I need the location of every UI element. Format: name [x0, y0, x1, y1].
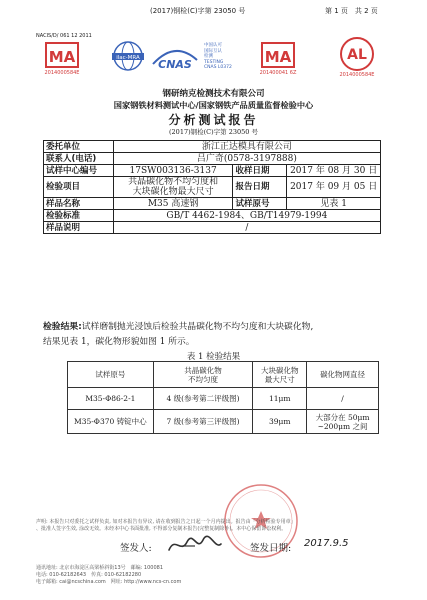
- svg-text:AL: AL: [347, 47, 367, 63]
- cma-logo-left: [40, 40, 84, 76]
- sample-name-value: M35 高速钢: [113, 198, 233, 210]
- standard-value: GB/T 4462-1984、GB/T14979-1994: [113, 210, 380, 222]
- results-table-header: [68, 362, 379, 388]
- table-cell: /: [307, 388, 379, 410]
- col-header: 共晶碳化物 不均匀度: [153, 362, 253, 388]
- ilac-globe-icon: [108, 40, 148, 76]
- org-centers: 国家钢铁材料测试中心/国家钢铁产品质量监督检验中心: [113, 100, 314, 110]
- table-cell: M35-Φ86-2-1: [68, 388, 154, 410]
- cal-icon: [336, 36, 378, 72]
- ilac-mra-logo: [108, 40, 148, 76]
- cnas-icon: [151, 46, 199, 72]
- cma-right-code: 201400041 6Z: [259, 70, 297, 76]
- table-cell: 4 级(参考第二评级图): [153, 388, 253, 410]
- issuer-label: 签发人:: [120, 543, 152, 554]
- report-title: 分析测试报告: [168, 113, 259, 127]
- col-header: 大块碳化物 最大尺寸: [253, 362, 307, 388]
- sample-name-label: 样品名称: [44, 198, 114, 210]
- info-row-sample-name: [44, 198, 381, 210]
- svg-text:MA: MA: [264, 48, 292, 66]
- results-table: [67, 361, 379, 434]
- nacis-code: NACIS/D/ 061 12 2011: [36, 33, 92, 39]
- report-subtitle: (2017)钢检(C)字第 23050 号: [169, 128, 258, 136]
- disclaimer: 声明: 本报告只对委托之试样负责, 如对本报告有异议, 请在收到报告之日起一个月内提出。报告由「分析检验专用章」 、批准人签字生效, 涂改无效。未经本中心书面批准, 不得部分复制本报告(完整复制除外)。本中心保留诉讼权利。: [36, 519, 296, 532]
- report-date-value: 2017 年 09 月 05 日: [287, 177, 381, 198]
- contact-label: 联系人(电话): [44, 153, 114, 165]
- standard-label: 检验标准: [44, 210, 114, 222]
- results-paragraph: [43, 320, 403, 350]
- table-row: [68, 410, 379, 434]
- info-row-sample-no: [44, 165, 381, 177]
- svg-text:ilac-MRA: ilac-MRA: [116, 55, 140, 61]
- sample-no-value: 17SW003136-3137: [113, 165, 233, 177]
- results-text-2: 结果见表 1，碳化物形貌如图 1 所示。: [43, 337, 195, 347]
- contact-phone: 电话: 010-62182643 传真: 010-62182280: [36, 572, 142, 578]
- handwritten-signature: [165, 534, 225, 556]
- info-row-note: [44, 222, 381, 234]
- col-header: 碳化物网直径: [307, 362, 379, 388]
- table-cell: 7 级(参考第三评级图): [153, 410, 253, 434]
- table-cell: M35-Φ370 铸锭中心: [68, 410, 154, 434]
- client-value: 浙江正达模具有限公司: [113, 141, 380, 153]
- orig-no-value: 见表 1: [287, 198, 381, 210]
- col-header: 试样原号: [68, 362, 154, 388]
- issue-date-value: 2017.9.5: [304, 538, 349, 549]
- svg-text:CNAS: CNAS: [158, 58, 192, 71]
- svg-text:MA: MA: [48, 48, 76, 66]
- cnas-side-text: 中国认可 国际互认 检测 TESTING CNAS L0372: [204, 43, 232, 70]
- table1-title: 表 1 检验结果: [186, 352, 241, 362]
- sample-no-label: 试样中心编号: [44, 165, 114, 177]
- table-cell: 11μm: [253, 388, 307, 410]
- recv-date-label: 收样日期: [233, 165, 287, 177]
- report-number-top: (2017)钢检(C)字第 23050 号: [150, 7, 246, 15]
- report-info-table: [43, 140, 381, 234]
- results-text-1: 试样磨制抛光浸蚀后检验共晶碳化物不均匀度和大块碳化物,: [81, 322, 314, 332]
- page-info: 第 1 页 共 2 页: [325, 7, 378, 15]
- client-label: 委托单位: [44, 141, 114, 153]
- table-cell: 39μm: [253, 410, 307, 434]
- cma-logo-right: [256, 40, 300, 76]
- cma-icon: [42, 40, 82, 70]
- items-value: 共晶碳化物不均匀度和 大块碳化物最大尺寸: [113, 177, 233, 198]
- info-row-standard: [44, 210, 381, 222]
- report-date-label: 报告日期: [233, 177, 287, 198]
- cnas-logo: [150, 46, 200, 72]
- note-label: 样品说明: [44, 222, 114, 234]
- contact-email: 电子邮箱: cai@ncschina.com 网址: http://www.ncs-cn.com: [36, 579, 182, 585]
- info-row-contact: [44, 153, 381, 165]
- contact-info: [36, 565, 181, 586]
- cma-icon: [258, 40, 298, 70]
- note-value: /: [113, 222, 380, 234]
- results-label: 检验结果:: [43, 322, 82, 332]
- issue-date-label: 签发日期:: [250, 543, 292, 554]
- cma-left-code: 2014000584E: [44, 70, 80, 76]
- cal-code: 2014000584E: [339, 72, 375, 78]
- table-cell: 大部分在 50μm ~200μm 之间: [307, 410, 379, 434]
- cal-logo: [332, 36, 382, 78]
- info-row-client: [44, 141, 381, 153]
- contact-address: 通讯地址: 北京市海淀区高梁桥斜街13号 邮编: 100081: [36, 565, 163, 571]
- info-row-items: [44, 177, 381, 198]
- items-label: 检验项目: [44, 177, 114, 198]
- orig-no-label: 试样原号: [233, 198, 287, 210]
- recv-date-value: 2017 年 08 月 30 日: [287, 165, 381, 177]
- table-row: [68, 388, 379, 410]
- org-name: 钢研纳克检测技术有限公司: [162, 89, 265, 99]
- contact-value: 吕广奇(0578-3197888): [113, 153, 380, 165]
